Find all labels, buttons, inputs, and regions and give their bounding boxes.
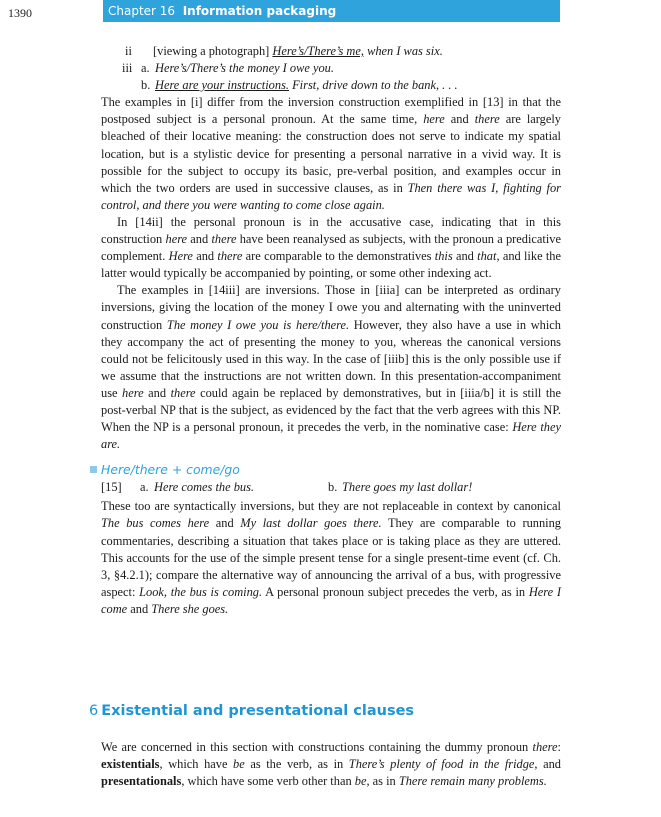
example-number: ii xyxy=(125,44,132,58)
example-text: Here comes the bus. xyxy=(154,480,255,495)
example-number: [15] xyxy=(101,480,122,495)
page-number: 1390 xyxy=(8,6,32,20)
example-letter: a. xyxy=(141,61,150,76)
section-title: Existential and presentational clauses xyxy=(101,703,415,719)
example-14-iiib xyxy=(101,77,561,94)
example-letter: b. xyxy=(141,78,151,93)
paragraph-4: These too are syntactically inversions, but they are not replaceable in context by canonical The bus comes here and My last dollar goes there. They are comparable to running commentaries, describing a situation that takes place or is taking place as they are uttered. This accounts for the use of the simple present tense for a single present-time event (cf. Ch. 3, §4.2.1); compare the alternative way of announcing the arrival of a bus, with progressive aspect: Look, the bus is coming. A personal pronoun subject precedes the verb, as in Here I come and There she goes. xyxy=(101,499,561,616)
example-14-ii xyxy=(101,43,561,60)
example-text xyxy=(153,43,443,60)
section-number: 6 xyxy=(89,703,99,719)
paragraph-2: In [14ii] the personal pronoun is in the accusative case, indicating that in this construction here and there have been reanalysed as subjects, with the pronoun a predicative complement. Here and there are comparable to the demonstratives this and that, and like the latter would typically be accompanied by pointing, or some other indexing act. xyxy=(101,214,561,281)
context-note: [viewing a photograph] xyxy=(153,44,270,58)
example-rest: when I was six. xyxy=(367,44,443,58)
main-content xyxy=(101,43,561,618)
example-letter: a. xyxy=(140,480,149,495)
example-underlined: Here’s/There’s me, xyxy=(272,44,364,58)
example-number: iii xyxy=(122,61,133,76)
example-letter: b. xyxy=(328,480,338,495)
subheading-here-there xyxy=(90,461,550,479)
section-heading xyxy=(89,703,414,719)
subheading-text: Here/there + come/go xyxy=(101,462,240,478)
paragraph-3: The examples in [14iii] are inversions. Those in [iiia] can be interpreted as ordinary inversions, giving the location of the money I owe you and alternating with the uninverted construction The money I owe you is here/there. However, they also have a use in which they accompany the act of presenting the money to you, whereas the canonical versions could not be felicitously used in this way. In the case of [iiib] this is the only possible use if we assume that the instructions are not written down. In this presentation-accompaniment use here and there could again be replaced by demonstratives, but in [iiia/b] it is still the post-verbal NP that is the subject, as evidenced by the fact that the verb agrees with this NP. When the NP is a personal pronoun, it precedes the verb, in the nominative case: Here they are. xyxy=(101,283,561,452)
example-text xyxy=(155,77,458,94)
paragraph-1: The examples in [i] differ from the inversion construction exemplified in [13] in that the postposed subject is a personal pronoun. At the same time, here and there are largely bleached of their locative meaning: the construction does not serve to indicate my spatial location, but is a stylistic device for presenting a personal narrative in a vivid way. It is possible for the subject to occupy its basic, pre-verbal position, and examples occur in which the two orders are used in successive clauses, as in Then there was I, fighting for control, and there you were wanting to come close again. xyxy=(101,95,562,212)
chapter-header xyxy=(103,0,560,22)
example-14-iiia xyxy=(101,60,561,77)
example-15 xyxy=(101,479,561,496)
example-text: There goes my last dollar! xyxy=(342,480,473,495)
example-text: Here’s/There’s the money I owe you. xyxy=(155,61,334,76)
paragraph-5: We are concerned in this section with constructions containing the dummy pronoun there: existentials, which have be as the verb, as in There’s plenty of food in the fridge, and presentationals, which have some verb other than be, as in There remain many problems. xyxy=(101,740,561,789)
chapter-label: Chapter 16 xyxy=(108,4,176,18)
example-rest: First, drive down to the bank, . . . xyxy=(292,78,458,93)
section-6-body xyxy=(101,739,561,790)
bullet-square-icon xyxy=(90,466,97,473)
example-underlined: Here are your instructions. xyxy=(155,78,289,93)
chapter-title: Information packaging xyxy=(182,4,337,18)
